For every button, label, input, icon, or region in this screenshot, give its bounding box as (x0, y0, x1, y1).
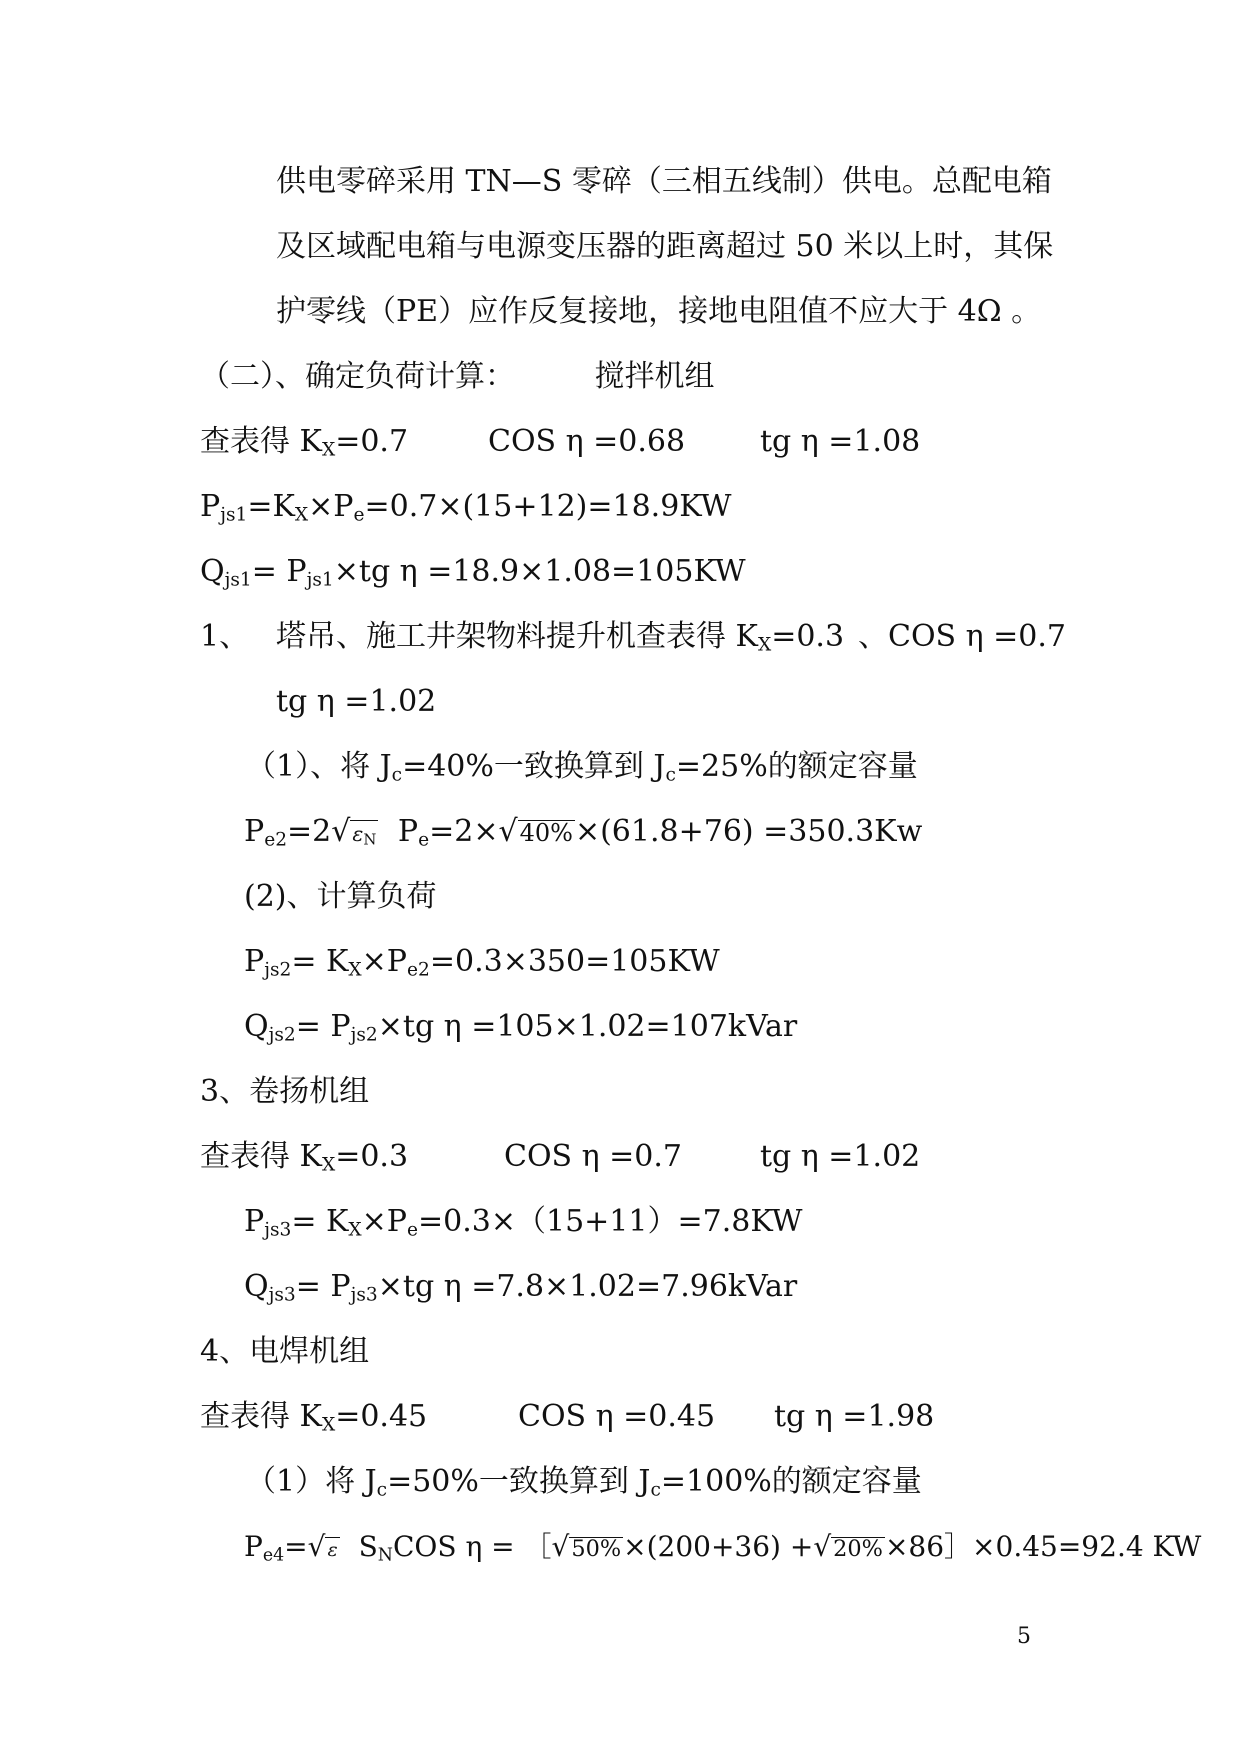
mixer-q-line (200, 552, 746, 592)
crane-step1-line (246, 747, 918, 787)
crane-number: 1、 (200, 619, 250, 654)
welder-pe4-formula: $P_{e4}=√$ ε $S_NCOS$ η = ［√50%×(200+36) +√20%×86］×0.45=92.4 KW (244, 1527, 1201, 1567)
crane-tg: tg η =1.02 (276, 684, 437, 719)
crane-step1: （1）、将 $J_c=40\%$一致换算到 $J_c=25\%$的额定容量 (246, 749, 918, 786)
crane-pe2-formula: $P_{e2}=2√\varepsilon_N$ $P_e=2\times√40\%\times(61.8+76) =350.3Kw$ (244, 814, 923, 851)
welder-cos: COS η =0.45 (518, 1399, 716, 1434)
crane-pjs2-line (244, 942, 720, 982)
welder-heading-line (200, 1332, 369, 1372)
intro-line-2 (276, 227, 1053, 267)
sqrt-epsilon-n: $√\varepsilon_N$ (331, 814, 377, 849)
crane-cos: 、COS η =0.7 (858, 619, 1066, 654)
hoist-q-line (244, 1267, 797, 1307)
hoist-q-formula: $Q_{js3}= P_{js3}\times tg$ η =7.8×1.02=7.96kVar (244, 1269, 798, 1306)
section-subtitle: 搅拌机组 (594, 359, 715, 394)
sqrt-20-percent: √20% (813, 1530, 883, 1563)
sqrt-50-percent: √50% (551, 1530, 622, 1563)
mixer-p-line (200, 487, 731, 527)
intro-text-2: 及区域配电箱与电源变压器的距离超过 50 米以上时，其保 (276, 229, 1054, 264)
crane-step2: (2)、计算负荷 (244, 879, 437, 914)
welder-pe4-line (244, 1527, 1201, 1567)
welder-step1-line (246, 1462, 922, 1502)
crane-pe2-line (244, 812, 922, 852)
welder-step1: （1）将 $J_c=50\%$一致换算到 $J_c=100\%$的额定容量 (246, 1464, 922, 1501)
crane-pjs2-formula: $P_{js2}= K_X\times P_{e2}=0.3\times 350=105KW$ (244, 944, 720, 981)
hoist-p-line (244, 1202, 803, 1242)
page-number: 5 (1017, 1624, 1031, 1649)
intro-line-1 (276, 162, 1052, 202)
crane-qjs2-line (244, 1007, 797, 1047)
sqrt-epsilon: √ ε (307, 1530, 338, 1563)
crane-heading-line (200, 617, 1066, 657)
hoist-kx: 查表得 $K_X=0.3$ (200, 1139, 409, 1176)
welder-heading: 4、电焊机组 (200, 1334, 370, 1369)
welder-lookup-line (200, 1397, 935, 1437)
hoist-heading-line (200, 1072, 369, 1112)
intro-text-3: 护零线（PE）应作反复接地，接地电阻值不应大于 4Ω 。 (276, 294, 1042, 329)
mixer-q-formula: $Q_{js1}= P_{js1}\times tg$ η =18.9×1.08=105KW (200, 554, 746, 591)
welder-tg: tg η =1.98 (774, 1399, 935, 1434)
hoist-heading: 3、卷扬机组 (200, 1074, 370, 1109)
intro-line-3 (276, 292, 1041, 332)
mixer-kx: 查表得 $K_X=0.7$ (200, 424, 409, 461)
hoist-cos: COS η =0.7 (504, 1139, 682, 1174)
crane-qjs2-formula: $Q_{js2}= P_{js2}\times tg$ η =105×1.02=107kVar (244, 1009, 798, 1046)
mixer-p-formula: $P_{js1}=K_X\times P_e=0.7\times(15+12)=18.9KW$ (200, 489, 732, 526)
hoist-p-formula: $P_{js3}= K_X\times P_e=0.3\times(15+11)=7.8KW$ (244, 1204, 803, 1241)
intro-text-1: 供电零碎采用 TN—S 零碎（三相五线制）供电。总配电箱 (276, 164, 1052, 199)
mixer-cos: COS η =0.68 (488, 424, 686, 459)
crane-step2-line (244, 877, 437, 917)
mixer-tg: tg η =1.08 (760, 424, 921, 459)
welder-kx: 查表得 $K_X=0.45$ (200, 1399, 428, 1436)
hoist-lookup-line (200, 1137, 921, 1177)
sqrt-40-percent: √40% (498, 814, 573, 849)
section-title: （二）、确定负荷计算： (200, 359, 515, 394)
crane-title: 塔吊、施工井架物料提升机查表得 $K_X=0.3$ (276, 619, 845, 656)
crane-tg-line (276, 682, 436, 722)
section-heading (200, 357, 715, 397)
hoist-tg: tg η =1.02 (760, 1139, 921, 1174)
mixer-lookup-line (200, 422, 921, 462)
